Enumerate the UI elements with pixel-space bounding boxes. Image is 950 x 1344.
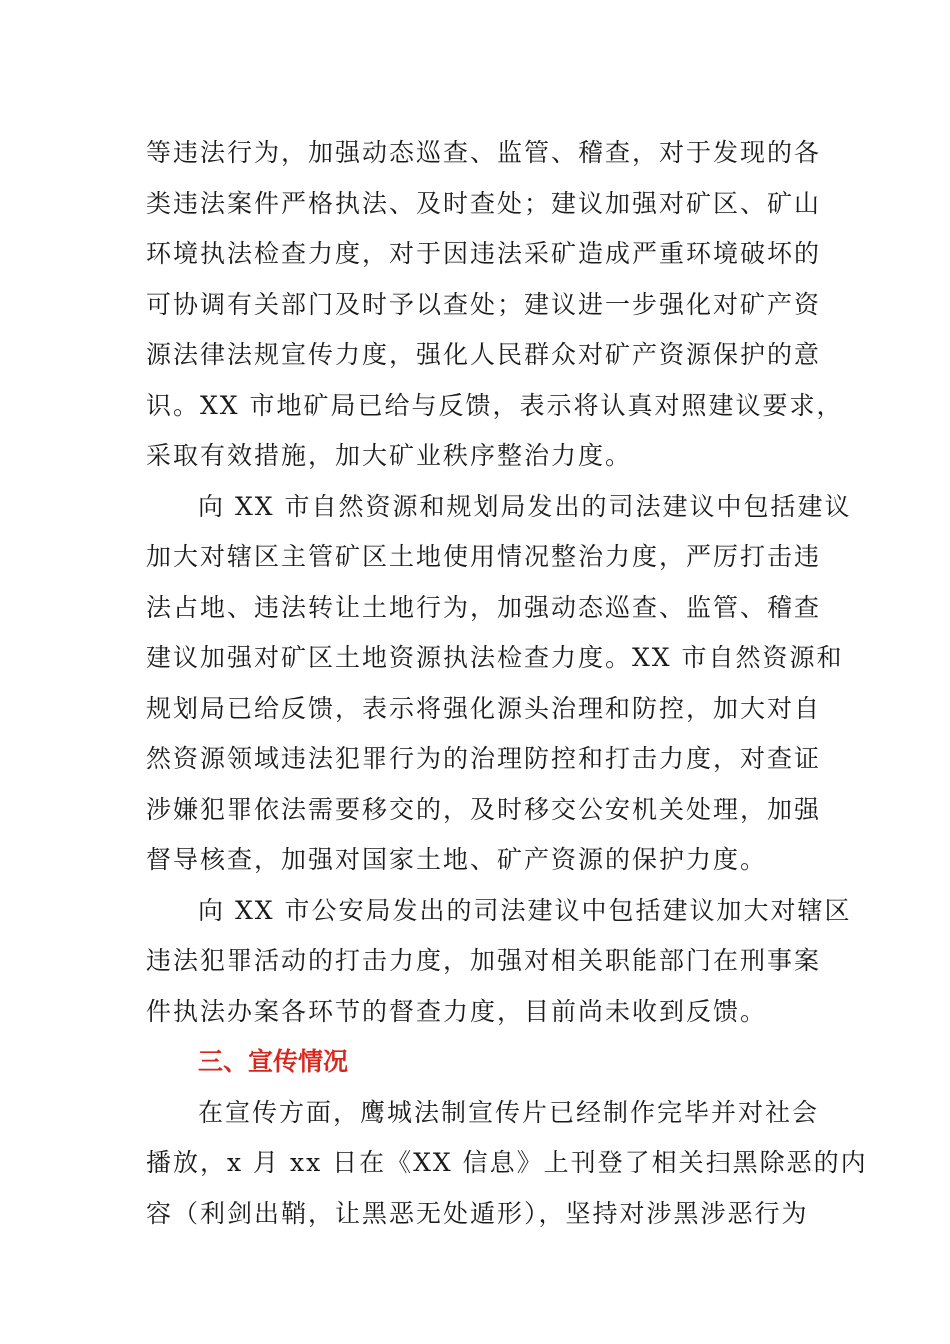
- text-line: 然资源领域违法犯罪行为的治理防控和打击力度，对查证: [146, 744, 822, 773]
- paragraph-1: [146, 128, 844, 482]
- text-line: 规划局已给反馈，表示将强化源头治理和防控，加大对自: [146, 693, 822, 723]
- text-line: 容（利剑出鞘，让黑恶无处遁形），坚持对涉黑涉恶行为: [146, 1198, 809, 1228]
- text-line: 建议加强对矿区土地资源执法检查力度。XX 市自然资源和: [146, 643, 844, 672]
- paragraph-2: [146, 482, 852, 886]
- section-heading: 三、宣传情况: [198, 1047, 349, 1076]
- document-body: [146, 128, 868, 1239]
- text-line: 督导核查，加强对国家土地、矿产资源的保护力度。: [146, 845, 768, 874]
- text-line: 源法律法规宣传力度，强化人民群众对矿产资源保护的意: [146, 340, 822, 369]
- text-line: 违法犯罪活动的打击力度，加强对相关职能部门在刑事案: [146, 946, 822, 975]
- paragraph-4: [146, 1088, 868, 1240]
- text-line: 向 XX 市公安局发出的司法建议中包括建议加大对辖区: [198, 895, 852, 925]
- text-line: 环境执法检查力度，对于因违法采矿造成严重环境破坏的: [146, 239, 822, 268]
- paragraph-3: [146, 886, 852, 1038]
- text-line: 法占地、违法转让土地行为，加强动态巡查、监管、稽查: [146, 592, 822, 622]
- text-line: 等违法行为，加强动态巡查、监管、稽查，对于发现的各: [146, 138, 822, 167]
- text-line: 涉嫌犯罪依法需要移交的，及时移交公安机关处理，加强: [146, 794, 822, 824]
- text-line: 类违法案件严格执法、及时查处；建议加强对矿区、矿山: [146, 188, 822, 218]
- text-line: 向 XX 市自然资源和规划局发出的司法建议中包括建议: [198, 491, 852, 521]
- text-line: 播放，x 月 xx 日在《XX 信息》上刊登了相关扫黑除恶的内: [146, 1148, 868, 1177]
- text-line: 可协调有关部门及时予以查处；建议进一步强化对矿产资: [146, 289, 822, 319]
- text-line: 采取有效措施，加大矿业秩序整治力度。: [146, 441, 633, 470]
- text-line: 加大对辖区主管矿区土地使用情况整治力度，严厉打击违: [146, 542, 822, 571]
- text-line: 件执法办案各环节的督查力度，目前尚未收到反馈。: [146, 996, 768, 1026]
- text-line: 识。XX 市地矿局已给与反馈，表示将认真对照建议要求，: [146, 390, 844, 420]
- text-line: 在宣传方面，鹰城法制宣传片已经制作完毕并对社会: [198, 1097, 820, 1127]
